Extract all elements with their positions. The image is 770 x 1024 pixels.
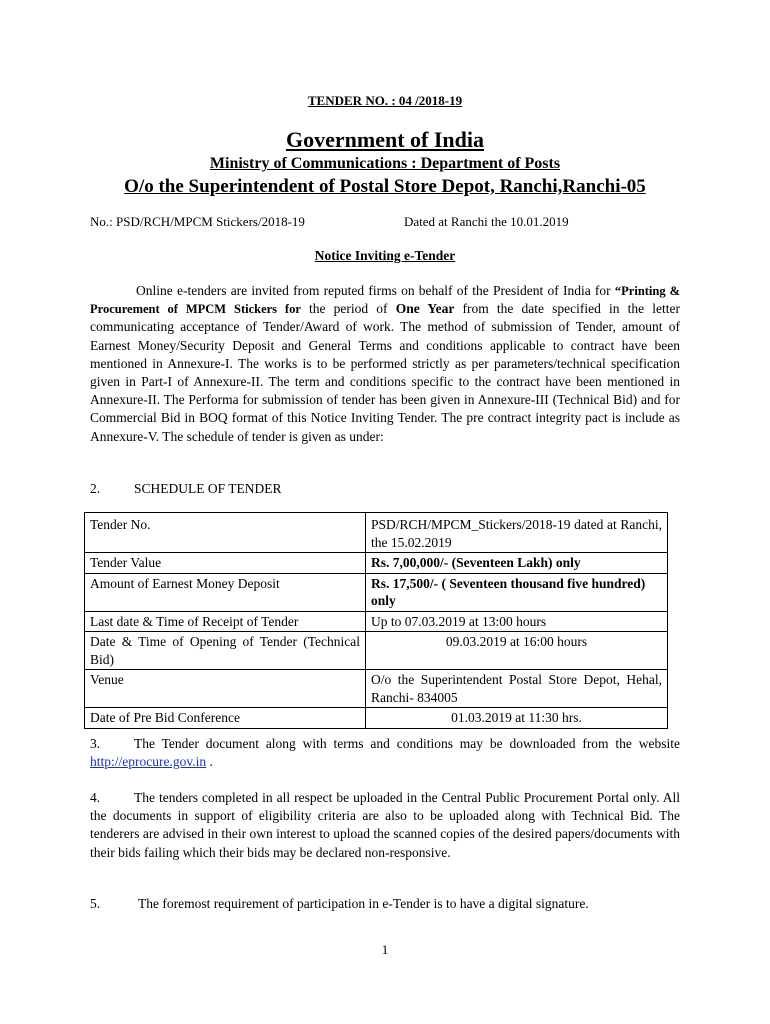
reference-date: Dated at Ranchi the 10.01.2019 [404, 214, 569, 229]
row-value: 01.03.2019 at 11:30 hrs. [366, 708, 668, 729]
intro-text-2: the period of [300, 301, 396, 317]
row-value: Rs. 7,00,000/- (Seventeen Lakh) only [366, 553, 668, 574]
para-4-text: The tenders completed in all respect be uploaded in the Central Public Procurement Portal only. All the documents in support of eligibility criteria are also to be uploaded along with Technical Bid. The tenderers are advised in their own interest to upload the scanned copies of the desired papers/documents with their bids failing which their bids may be declared non-responsive. [90, 790, 680, 860]
row-value: Up to 07.03.2019 at 13:00 hours [366, 611, 668, 632]
row-label: Tender No. [85, 513, 366, 553]
row-label: Venue [85, 670, 366, 708]
office-heading: O/o the Superintendent of Postal Store Depot, Ranchi,Ranchi-05 [124, 176, 646, 197]
paragraph-4 [90, 789, 680, 862]
section-2-title: SCHEDULE OF TENDER [134, 481, 282, 496]
intro-bold-subject: “Printing & Procurement of MPCM Stickers for [90, 284, 681, 317]
row-value: Rs. 17,500/- ( Seventeen thousand five hundred) only [366, 573, 668, 611]
paragraph-5 [90, 895, 680, 913]
section-2-number: 2. [90, 481, 101, 496]
table-row [85, 611, 668, 632]
table-row [85, 573, 668, 611]
para-4-number: 4. [90, 790, 101, 805]
table-row [85, 553, 668, 574]
ministry-heading: Ministry of Communications : Department of Posts [209, 155, 561, 172]
row-label: Last date & Time of Receipt of Tender [85, 611, 366, 632]
row-value: PSD/RCH/MPCM_Stickers/2018-19 dated at Ranchi, the 15.02.2019 [366, 513, 668, 553]
table-row [85, 670, 668, 708]
para-3-number: 3. [90, 736, 101, 751]
notice-title: Notice Inviting e-Tender [314, 248, 456, 263]
table-row [85, 513, 668, 553]
para-5-number: 5. [90, 896, 101, 911]
table-row [85, 632, 668, 670]
intro-text-3: from the date specified in the letter communicating acceptance of Tender/Award of work. The method of submission of Tender, amount of Earnest Money/Security Deposit and General Terms and conditions applicable to contract have been mentioned in Annexure-I. The works is to be performed strictly as per parameters/technical specification given in Part-I of Annexure-II. The term and conditions specific to the contract have been mentioned in Annexure-II. The Performa for submission of tender has been given in Annexure-III (Technical Bid) and for Commercial Bid in BOQ format of this Notice Inviting Tender. The pre contract integrity pact is include as Annexure-V. The schedule of tender is given as under: [90, 301, 680, 444]
row-label: Tender Value [85, 553, 366, 574]
row-value: O/o the Superintendent Postal Store Depot, Hehal, Ranchi- 834005 [366, 670, 668, 708]
reference-number: No.: PSD/RCH/MPCM Stickers/2018-19 [90, 214, 305, 229]
section-2-heading [90, 481, 282, 497]
eprocure-link[interactable]: http://eprocure.gov.in [90, 754, 207, 770]
para-3-text: The Tender document along with terms and conditions may be downloaded from the website [134, 736, 680, 751]
paragraph-3 [90, 735, 680, 771]
row-label: Date & Time of Opening of Tender (Technical Bid) [85, 632, 366, 670]
row-label: Date of Pre Bid Conference [85, 708, 366, 729]
para-3-tail: . [206, 754, 213, 770]
tender-number: TENDER NO. : 04 /2018-19 [307, 93, 463, 108]
schedule-table [84, 512, 668, 729]
para-5-text: The foremost requirement of participation in e-Tender is to have a digital signature. [138, 896, 589, 911]
page-number: 1 [381, 942, 389, 957]
intro-bold-period: One Year [395, 301, 455, 317]
intro-text-1: Online e-tenders are invited from reputed firms on behalf of the President of India for [136, 283, 615, 298]
row-label: Amount of Earnest Money Deposit [85, 573, 366, 611]
intro-paragraph [90, 282, 680, 446]
row-value: 09.03.2019 at 16:00 hours [366, 632, 668, 670]
table-row [85, 708, 668, 729]
government-heading: Government of India [286, 127, 484, 152]
